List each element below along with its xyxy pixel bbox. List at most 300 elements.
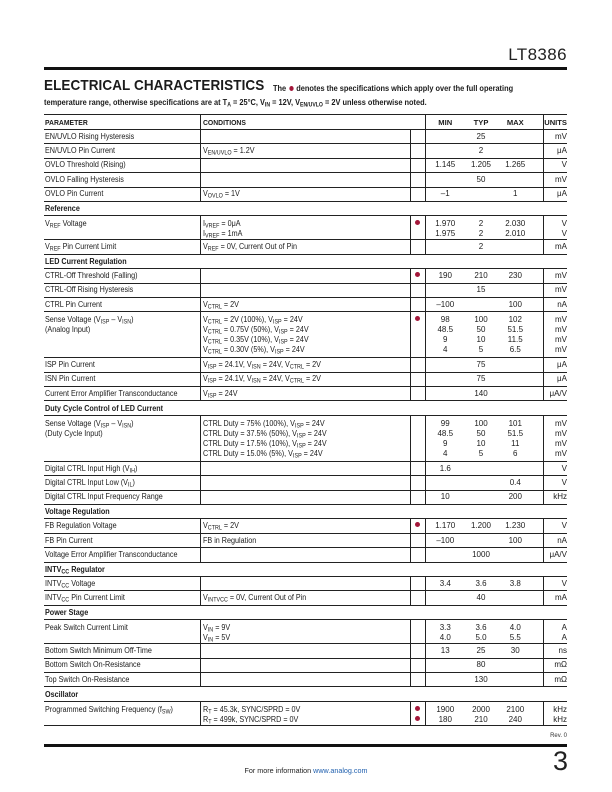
- condition-text: V: [202, 325, 208, 335]
- units-value: kHz: [553, 704, 567, 714]
- condition-text: = 24V, V: [260, 359, 290, 369]
- spec-dot-cell: [410, 415, 425, 461]
- max-cell: [497, 297, 543, 311]
- condition-text: V: [202, 593, 208, 603]
- parameter-subscript: CC: [61, 597, 70, 604]
- conditions-cell: [200, 358, 410, 372]
- max-cell: [497, 548, 543, 562]
- max-cell: [497, 658, 543, 672]
- spec-dot-line: [411, 492, 425, 502]
- min-cell: [425, 415, 465, 461]
- section-header-cell: [44, 201, 567, 215]
- units-value: mV: [555, 418, 567, 428]
- max-cell: [497, 461, 543, 475]
- parameter-text: ): [132, 477, 135, 487]
- condition-line: [203, 219, 410, 229]
- max-cell: [497, 476, 543, 490]
- min-cell: [425, 240, 465, 254]
- spec-dot-line: [411, 335, 425, 345]
- parameter-label: [45, 478, 135, 488]
- parameter-cell: [44, 372, 200, 386]
- full-temp-range-dot-icon: [415, 522, 420, 527]
- condition-subscript: CTRL: [289, 378, 304, 385]
- spec-dot-line: [411, 593, 425, 603]
- parameter-line: [45, 623, 200, 633]
- spec-dot-line: [411, 715, 425, 725]
- parameter-line: [45, 536, 200, 546]
- condition-line: [203, 325, 410, 335]
- min-value: 190: [438, 270, 452, 280]
- spec-row: [44, 672, 567, 686]
- condition-label: [203, 521, 239, 531]
- parameter-label: [45, 285, 133, 295]
- units-value: μA/V: [549, 549, 567, 559]
- units-value: mV: [555, 315, 567, 325]
- section-header-subscript: CC: [61, 569, 70, 576]
- conditions-cell: [200, 591, 410, 605]
- typ-value: [465, 536, 497, 546]
- spec-dot-cell: [410, 312, 425, 358]
- condition-subscript: CTRL: [207, 304, 222, 311]
- min-cell: [425, 372, 465, 386]
- spec-row: [44, 297, 567, 311]
- parameter-line: [45, 492, 200, 502]
- spec-dot-line: [411, 285, 425, 295]
- more-info-text: For more information: [244, 766, 314, 775]
- max-value: [497, 675, 534, 685]
- units-cell: [543, 415, 567, 461]
- condition-text: V: [202, 315, 208, 325]
- condition-line: [203, 300, 410, 310]
- parameter-label: [45, 271, 138, 281]
- condition-text: = 499k, SYNC/SPRD = 0V: [211, 714, 298, 724]
- conditions-cell: [200, 269, 410, 283]
- typ-cell: [465, 240, 497, 254]
- spec-row: [44, 144, 567, 158]
- condition-subscript: ISP: [207, 393, 217, 400]
- conditions-cell: [200, 372, 410, 386]
- units-value: mV: [555, 325, 567, 335]
- section-header-label: [45, 404, 163, 413]
- parameter-label: [45, 623, 128, 633]
- max-value: 1.265: [505, 160, 526, 170]
- section-header-label: [45, 565, 105, 574]
- parameter-cell: [44, 701, 200, 725]
- parameter-line: [45, 325, 200, 335]
- units-value: mV: [555, 438, 567, 448]
- spec-dot-line: [411, 675, 425, 685]
- min-cell: [425, 548, 465, 562]
- min-cell: [425, 158, 465, 172]
- spec-dot-cell: [410, 658, 425, 672]
- typ-value: 50: [476, 325, 486, 335]
- parameter-text: Bottom Switch On-Resistance: [45, 660, 141, 670]
- units-value: nA: [557, 299, 567, 309]
- spec-dot-line: [411, 374, 425, 384]
- parameter-line: [45, 389, 200, 399]
- spec-row: [44, 658, 567, 672]
- parameter-label: [45, 132, 134, 142]
- spec-dot-line: [411, 623, 425, 633]
- max-value: [497, 242, 534, 252]
- units-value: mV: [555, 174, 567, 184]
- parameter-text: EN/UVLO Pin Current: [45, 146, 116, 156]
- units-cell: [543, 240, 567, 254]
- parameter-line: [45, 521, 200, 531]
- max-value: [497, 374, 534, 384]
- parameter-line: [45, 132, 200, 142]
- typ-cell: [465, 144, 497, 158]
- spec-dot-line: [411, 345, 425, 355]
- typ-cell: [465, 461, 497, 475]
- parameter-line: [45, 675, 200, 685]
- section-header-row: [44, 201, 567, 215]
- units-value: mV: [555, 335, 567, 345]
- min-value: [426, 132, 466, 142]
- min-cell: [425, 591, 465, 605]
- typ-value: 25: [476, 645, 486, 655]
- condition-subscript: IN: [207, 627, 213, 634]
- spec-dot-line: [411, 300, 425, 310]
- full-temp-range-dot-icon: [415, 316, 420, 321]
- revision-label: Rev. 0: [550, 733, 567, 739]
- units-value: μA: [557, 359, 567, 369]
- spec-dot-cell: [410, 269, 425, 283]
- min-value: [426, 146, 466, 156]
- min-value: 3.4: [439, 578, 451, 588]
- typ-value: 25: [476, 131, 486, 141]
- condition-text: V: [202, 374, 208, 384]
- spec-row: [44, 644, 567, 658]
- condition-text: V: [202, 242, 208, 252]
- condition-text: FB in Regulation: [202, 535, 256, 545]
- conditions-cell: [200, 576, 410, 590]
- spec-row: [44, 490, 567, 504]
- spec-row: [44, 620, 567, 644]
- typ-cell: [465, 519, 497, 533]
- condition-text: I: [202, 229, 205, 239]
- intro-subscript: IN: [264, 102, 271, 109]
- condition-text: V: [202, 623, 208, 633]
- condition-subscript: CTRL: [207, 349, 222, 356]
- max-value: [497, 593, 534, 603]
- max-value: 11.5: [507, 335, 523, 345]
- condition-label: [203, 705, 300, 715]
- parameter-text: Current Error Amplifier Transconductance: [45, 388, 178, 398]
- conditions-cell: [200, 415, 410, 461]
- min-cell: [425, 658, 465, 672]
- parameter-text: FB Pin Current: [45, 535, 93, 545]
- condition-text: = 24V: [305, 438, 327, 448]
- condition-subscript: ISP: [296, 433, 306, 440]
- parameter-line: [45, 579, 200, 589]
- parameter-text: Sense Voltage (V: [45, 315, 101, 325]
- conditions-cell: [200, 216, 410, 240]
- units-value: A: [561, 623, 567, 633]
- parameter-text: (Duty Cycle Input): [45, 428, 103, 438]
- full-temp-range-dot-icon: [415, 706, 420, 711]
- section-header-row: [44, 605, 567, 619]
- condition-text: R: [202, 704, 208, 714]
- typ-value: 210: [474, 270, 488, 280]
- typ-value: 75: [476, 359, 486, 369]
- parameter-label: [45, 219, 87, 229]
- units-cell: [543, 461, 567, 475]
- parameter-label: [45, 593, 125, 603]
- min-cell: [425, 130, 465, 144]
- spec-dot-line: [411, 389, 425, 399]
- typ-value: 5: [478, 448, 484, 458]
- parameter-line: [45, 146, 200, 156]
- parameter-line: [45, 189, 200, 199]
- spec-row: [44, 701, 567, 725]
- condition-label: [203, 715, 298, 725]
- min-value: 9: [443, 438, 448, 448]
- min-value: [426, 374, 466, 384]
- min-value: –1: [440, 189, 450, 199]
- units-value: V: [561, 477, 567, 487]
- analog-website-link[interactable]: www.analog.com: [313, 766, 368, 775]
- spec-dot-cell: [410, 387, 425, 401]
- intro-text-line-1: [273, 83, 513, 93]
- min-value: [426, 675, 466, 685]
- condition-text: R: [202, 714, 208, 724]
- condition-subscript: T: [207, 709, 212, 716]
- parameter-text: Bottom Switch Minimum Off-Time: [45, 645, 152, 655]
- section-header-label: [45, 257, 127, 266]
- condition-line: [203, 175, 410, 185]
- condition-subscript: CTRL: [207, 525, 222, 532]
- units-value: μA: [557, 374, 567, 384]
- condition-label: [203, 146, 255, 156]
- min-cell: [425, 620, 465, 644]
- units-cell: [543, 187, 567, 201]
- typ-value: 2: [478, 219, 484, 229]
- parameter-cell: [44, 533, 200, 547]
- condition-subscript: VREF: [204, 233, 219, 240]
- condition-line: [203, 646, 410, 656]
- min-value: 1.170: [435, 521, 456, 531]
- max-value: 2.030: [505, 219, 526, 229]
- parameter-label: [45, 660, 141, 670]
- max-value: [497, 146, 534, 156]
- parameter-line: [45, 464, 200, 474]
- spec-dot-line: [411, 360, 425, 370]
- parameter-cell: [44, 158, 200, 172]
- min-value: 1900: [436, 704, 455, 714]
- parameter-line: [45, 705, 200, 715]
- intro-text: denotes the specifications which apply over the full operating: [294, 83, 514, 93]
- parameter-cell: [44, 144, 200, 158]
- parameter-cell: [44, 387, 200, 401]
- condition-line: [203, 550, 410, 560]
- max-value: [497, 464, 534, 474]
- typ-value: 10: [476, 335, 486, 345]
- spec-row: [44, 173, 567, 187]
- min-value: 98: [440, 315, 450, 325]
- typ-cell: [465, 476, 497, 490]
- parameter-label: [45, 705, 173, 715]
- condition-text: I: [202, 219, 205, 229]
- spec-row: [44, 358, 567, 372]
- parameter-cell: [44, 620, 200, 644]
- parameter-cell: [44, 576, 200, 590]
- condition-line: [203, 536, 410, 546]
- spec-bullet-dot-icon: [289, 86, 293, 91]
- typ-cell: [465, 620, 497, 644]
- max-cell: [497, 415, 543, 461]
- min-value: [426, 242, 466, 252]
- parameter-cell: [44, 548, 200, 562]
- min-cell: [425, 490, 465, 504]
- typ-value: 10: [476, 438, 486, 448]
- spec-dot-line: [411, 646, 425, 656]
- spec-row: [44, 312, 567, 358]
- condition-line: [203, 389, 410, 399]
- section-header-cell: [44, 562, 567, 576]
- intro-subscript: A: [227, 102, 231, 109]
- parameter-text: OVLO Threshold (Rising): [45, 160, 126, 170]
- units-cell: [543, 387, 567, 401]
- min-value: [426, 660, 466, 670]
- typ-cell: [465, 372, 497, 386]
- parameter-subscript: ISN: [122, 423, 132, 430]
- max-value: 2100: [506, 704, 525, 714]
- units-value: nA: [557, 535, 567, 545]
- table-header-row: [44, 115, 567, 130]
- max-cell: [497, 519, 543, 533]
- page-number: 3: [552, 746, 568, 776]
- full-temp-range-dot-icon: [415, 220, 420, 225]
- max-value: 11: [511, 438, 520, 448]
- condition-label: [203, 189, 240, 199]
- parameter-line: [45, 429, 200, 439]
- spec-dot-line: [411, 271, 425, 281]
- min-value: 4: [443, 345, 448, 355]
- condition-line: [203, 633, 410, 643]
- parameter-text: OVLO Falling Hysteresis: [45, 174, 124, 184]
- min-cell: [425, 297, 465, 311]
- units-value: V: [561, 219, 567, 229]
- section-header-cell: [44, 505, 567, 519]
- conditions-cell: [200, 490, 410, 504]
- typ-value: [465, 464, 497, 474]
- parameter-cell: [44, 173, 200, 187]
- condition-text: = 24V, V: [260, 374, 290, 384]
- parameter-label: [45, 315, 134, 325]
- units-value: mV: [555, 270, 567, 280]
- spec-dot-cell: [410, 130, 425, 144]
- condition-label: [203, 429, 327, 439]
- condition-label: [203, 219, 241, 229]
- parameter-text: (Analog Input): [45, 325, 91, 335]
- condition-line: [203, 715, 410, 725]
- max-value: 1: [513, 189, 518, 199]
- condition-text: = 0.30V (5%), V: [221, 345, 275, 355]
- max-cell: [497, 312, 543, 358]
- footer-rule: [44, 744, 567, 747]
- condition-text: = 24V: [283, 345, 305, 355]
- spec-dot-cell: [410, 158, 425, 172]
- typ-value: 1.205: [470, 160, 492, 170]
- min-cell: [425, 283, 465, 297]
- max-value: [497, 550, 534, 560]
- units-cell: [543, 476, 567, 490]
- max-cell: [497, 240, 543, 254]
- max-value: 51.5: [507, 428, 524, 438]
- condition-label: [203, 360, 321, 370]
- typ-cell: [465, 672, 497, 686]
- spec-dot-cell: [410, 358, 425, 372]
- typ-value: 2: [478, 146, 484, 156]
- units-value: mΩ: [554, 674, 567, 684]
- parameter-text: Voltage Error Amplifier Transconductance: [45, 549, 178, 559]
- condition-label: [203, 374, 321, 384]
- min-value: 99: [440, 418, 450, 428]
- section-header-text: Reference: [45, 204, 80, 214]
- max-cell: [497, 533, 543, 547]
- typ-cell: [465, 297, 497, 311]
- full-temp-range-dot-icon: [415, 716, 420, 721]
- units-value: mV: [555, 345, 567, 355]
- spec-dot-line: [411, 315, 425, 325]
- min-cell: [425, 144, 465, 158]
- parameter-label: [45, 646, 152, 656]
- min-value: 48.5: [437, 428, 454, 438]
- parameter-label: [45, 429, 103, 439]
- min-value: 13: [440, 645, 450, 655]
- condition-text: = 0.75V (50%), V: [221, 325, 279, 335]
- parameter-label: [45, 521, 117, 531]
- section-title: ELECTRICAL CHARACTERISTICS: [44, 77, 265, 94]
- units-value: V: [561, 578, 567, 588]
- units-value: mΩ: [554, 660, 567, 670]
- parameter-text: ): [134, 463, 138, 473]
- parameter-text: V: [45, 242, 50, 252]
- spec-dot-line: [411, 478, 425, 488]
- conditions-cell: [200, 387, 410, 401]
- spec-row: [44, 240, 567, 254]
- condition-line: [203, 521, 410, 531]
- parameter-label: [45, 536, 93, 546]
- parameter-text: FB Regulation Voltage: [45, 521, 117, 531]
- section-header-row: [44, 401, 567, 415]
- spec-row: [44, 187, 567, 201]
- condition-line: [203, 242, 410, 252]
- min-value: [426, 478, 466, 488]
- spec-row: [44, 216, 567, 240]
- min-cell: [425, 312, 465, 358]
- spec-dot-line: [411, 219, 425, 229]
- min-value: 48.5: [437, 325, 454, 335]
- condition-line: [203, 660, 410, 670]
- condition-label: [203, 623, 230, 633]
- condition-text: V: [202, 345, 208, 355]
- parameter-text: Digital CTRL Input Frequency Range: [45, 492, 163, 502]
- conditions-cell: [200, 548, 410, 562]
- parameter-label: [45, 300, 102, 310]
- min-cell: [425, 269, 465, 283]
- typ-cell: [465, 533, 497, 547]
- parameter-cell: [44, 187, 200, 201]
- max-value: [497, 389, 534, 399]
- condition-text: V: [202, 388, 208, 398]
- section-header-row: [44, 687, 567, 701]
- min-value: –100: [436, 299, 455, 309]
- condition-line: [203, 189, 410, 199]
- min-value: [426, 593, 466, 603]
- spec-dot-cell: [410, 519, 425, 533]
